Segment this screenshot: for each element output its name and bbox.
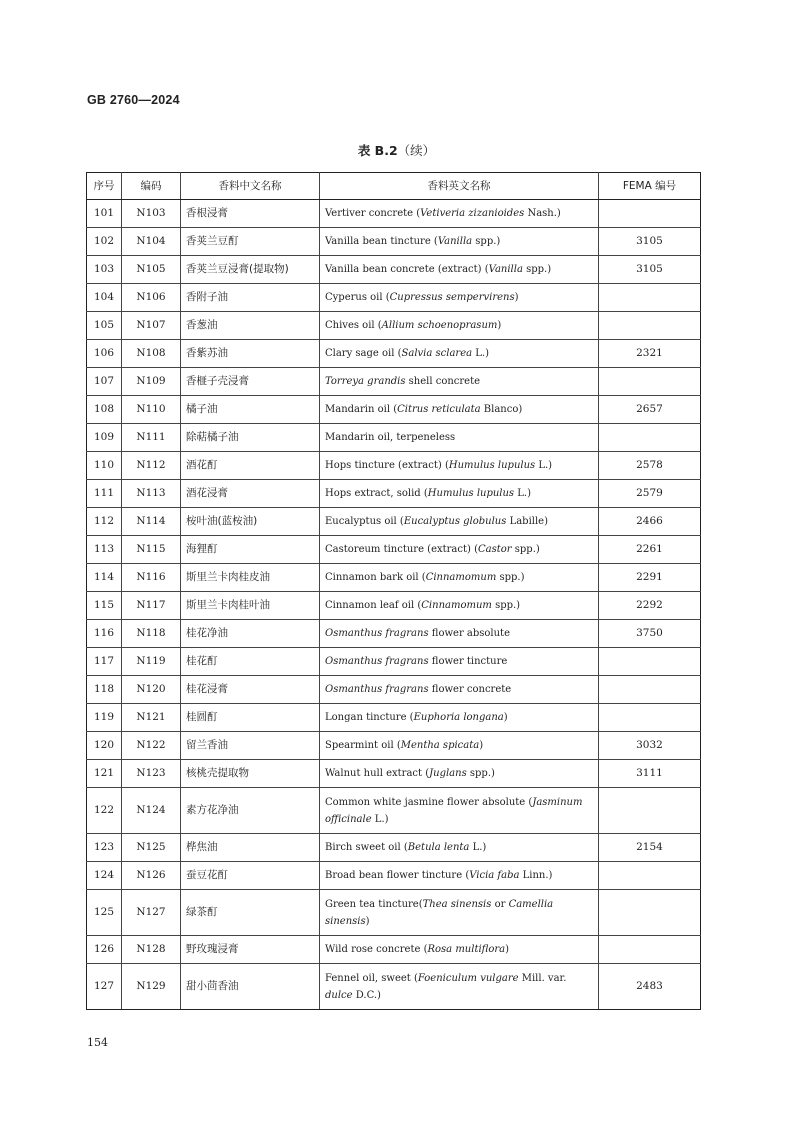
table-row — [87, 396, 701, 424]
cell-code: N115 — [122, 536, 181, 564]
flavoring-table — [86, 172, 701, 1010]
cell-english-name: Cinnamon bark oil (Cinnamomum spp.) — [320, 564, 599, 592]
cell-chinese-name: 酒花浸膏 — [181, 480, 320, 508]
cell-code: N107 — [122, 312, 181, 340]
cell-serial: 102 — [87, 228, 122, 256]
cell-serial: 127 — [87, 964, 122, 1010]
cell-code: N121 — [122, 704, 181, 732]
cell-code: N112 — [122, 452, 181, 480]
table-title-suffix: （续） — [397, 143, 436, 158]
cell-chinese-name: 香葱油 — [181, 312, 320, 340]
table-row — [87, 676, 701, 704]
cell-english-name: Hops extract, solid (Humulus lupulus L.) — [320, 480, 599, 508]
cell-code: N128 — [122, 936, 181, 964]
col-header-chinese-name: 香料中文名称 — [181, 173, 320, 200]
cell-chinese-name: 桉叶油(蓝桉油) — [181, 508, 320, 536]
cell-chinese-name: 香荚兰豆浸膏(提取物) — [181, 256, 320, 284]
cell-english-name: Vanilla bean tincture (Vanilla spp.) — [320, 228, 599, 256]
cell-chinese-name: 除萜橘子油 — [181, 424, 320, 452]
table-row — [87, 732, 701, 760]
table-row — [87, 424, 701, 452]
table-row — [87, 312, 701, 340]
col-header-code: 编码 — [122, 173, 181, 200]
table-row — [87, 284, 701, 312]
cell-serial: 111 — [87, 480, 122, 508]
cell-fema: 2483 — [599, 964, 701, 1010]
cell-english-name: Vanilla bean concrete (extract) (Vanilla spp.) — [320, 256, 599, 284]
cell-chinese-name: 蚕豆花酊 — [181, 862, 320, 890]
cell-serial: 114 — [87, 564, 122, 592]
table-row — [87, 340, 701, 368]
cell-code: N119 — [122, 648, 181, 676]
cell-chinese-name: 香附子油 — [181, 284, 320, 312]
cell-fema — [599, 676, 701, 704]
cell-fema: 2657 — [599, 396, 701, 424]
cell-chinese-name: 甜小茴香油 — [181, 964, 320, 1010]
cell-english-name: Osmanthus fragrans flower absolute — [320, 620, 599, 648]
table-row — [87, 452, 701, 480]
cell-english-name: Birch sweet oil (Betula lenta L.) — [320, 834, 599, 862]
cell-fema — [599, 312, 701, 340]
table-row — [87, 256, 701, 284]
cell-serial: 124 — [87, 862, 122, 890]
cell-code: N104 — [122, 228, 181, 256]
cell-code: N103 — [122, 200, 181, 228]
cell-code: N126 — [122, 862, 181, 890]
cell-chinese-name: 桂花浸膏 — [181, 676, 320, 704]
cell-chinese-name: 香榧子壳浸膏 — [181, 368, 320, 396]
cell-english-name: Hops tincture (extract) (Humulus lupulus L.) — [320, 452, 599, 480]
cell-code: N108 — [122, 340, 181, 368]
cell-english-name: Torreya grandis shell concrete — [320, 368, 599, 396]
cell-serial: 126 — [87, 936, 122, 964]
table-body — [87, 200, 701, 1010]
cell-serial: 107 — [87, 368, 122, 396]
cell-fema — [599, 648, 701, 676]
cell-english-name: Eucalyptus oil (Eucalyptus globulus Labille) — [320, 508, 599, 536]
cell-fema: 2578 — [599, 452, 701, 480]
cell-fema — [599, 200, 701, 228]
cell-serial: 120 — [87, 732, 122, 760]
cell-code: N123 — [122, 760, 181, 788]
cell-english-name: Osmanthus fragrans flower concrete — [320, 676, 599, 704]
cell-serial: 121 — [87, 760, 122, 788]
cell-serial: 103 — [87, 256, 122, 284]
cell-chinese-name: 桂花酊 — [181, 648, 320, 676]
table-row — [87, 592, 701, 620]
table-row — [87, 760, 701, 788]
table-row — [87, 508, 701, 536]
cell-english-name: Vertiver concrete (Vetiveria zizanioides Nash.) — [320, 200, 599, 228]
cell-fema — [599, 704, 701, 732]
cell-chinese-name: 核桃壳提取物 — [181, 760, 320, 788]
cell-chinese-name: 海狸酊 — [181, 536, 320, 564]
cell-fema: 2292 — [599, 592, 701, 620]
table-row — [87, 862, 701, 890]
cell-chinese-name: 香紫苏油 — [181, 340, 320, 368]
cell-fema: 2154 — [599, 834, 701, 862]
cell-code: N125 — [122, 834, 181, 862]
cell-english-name: Mandarin oil (Citrus reticulata Blanco) — [320, 396, 599, 424]
cell-code: N118 — [122, 620, 181, 648]
cell-code: N122 — [122, 732, 181, 760]
table-row — [87, 620, 701, 648]
table-row — [87, 890, 701, 936]
table-row — [87, 936, 701, 964]
cell-fema — [599, 284, 701, 312]
cell-serial: 106 — [87, 340, 122, 368]
cell-code: N114 — [122, 508, 181, 536]
table-row — [87, 228, 701, 256]
cell-chinese-name: 桦焦油 — [181, 834, 320, 862]
cell-english-name: Wild rose concrete (Rosa multiflora) — [320, 936, 599, 964]
cell-code: N129 — [122, 964, 181, 1010]
cell-fema: 2466 — [599, 508, 701, 536]
cell-english-name: Common white jasmine flower absolute (Jasminum officinale L.) — [320, 788, 599, 834]
cell-english-name: Green tea tincture(Thea sinensis or Camellia sinensis) — [320, 890, 599, 936]
table-row — [87, 834, 701, 862]
cell-code: N105 — [122, 256, 181, 284]
cell-chinese-name: 绿茶酊 — [181, 890, 320, 936]
cell-english-name: Cinnamon leaf oil (Cinnamomum spp.) — [320, 592, 599, 620]
cell-code: N113 — [122, 480, 181, 508]
cell-chinese-name: 橘子油 — [181, 396, 320, 424]
cell-serial: 125 — [87, 890, 122, 936]
cell-code: N120 — [122, 676, 181, 704]
cell-chinese-name: 桂圆酊 — [181, 704, 320, 732]
cell-fema: 2291 — [599, 564, 701, 592]
cell-serial: 123 — [87, 834, 122, 862]
cell-chinese-name: 留兰香油 — [181, 732, 320, 760]
cell-fema: 2261 — [599, 536, 701, 564]
cell-code: N127 — [122, 890, 181, 936]
cell-serial: 119 — [87, 704, 122, 732]
cell-serial: 101 — [87, 200, 122, 228]
cell-serial: 105 — [87, 312, 122, 340]
cell-english-name: Osmanthus fragrans flower tincture — [320, 648, 599, 676]
cell-fema — [599, 862, 701, 890]
cell-serial: 118 — [87, 676, 122, 704]
standard-code: GB 2760—2024 — [87, 93, 180, 107]
cell-english-name: Mandarin oil, terpeneless — [320, 424, 599, 452]
cell-english-name: Clary sage oil (Salvia sclarea L.) — [320, 340, 599, 368]
table-row — [87, 200, 701, 228]
table-row — [87, 648, 701, 676]
table-row — [87, 480, 701, 508]
col-header-fema: FEMA 编号 — [599, 173, 701, 200]
cell-chinese-name: 香荚兰豆酊 — [181, 228, 320, 256]
cell-chinese-name: 野玫瑰浸膏 — [181, 936, 320, 964]
cell-fema — [599, 936, 701, 964]
cell-chinese-name: 斯里兰卡肉桂皮油 — [181, 564, 320, 592]
cell-code: N116 — [122, 564, 181, 592]
cell-code: N124 — [122, 788, 181, 834]
cell-serial: 112 — [87, 508, 122, 536]
cell-fema: 2579 — [599, 480, 701, 508]
cell-english-name: Longan tincture (Euphoria longana) — [320, 704, 599, 732]
cell-english-name: Chives oil (Allium schoenoprasum) — [320, 312, 599, 340]
cell-fema: 3032 — [599, 732, 701, 760]
cell-chinese-name: 香根浸膏 — [181, 200, 320, 228]
cell-fema: 3105 — [599, 256, 701, 284]
table-header-row — [87, 173, 701, 200]
col-header-serial: 序号 — [87, 173, 122, 200]
cell-serial: 110 — [87, 452, 122, 480]
table-row — [87, 704, 701, 732]
table-title-label: 表 B.2 — [357, 143, 398, 158]
cell-code: N106 — [122, 284, 181, 312]
cell-code: N110 — [122, 396, 181, 424]
col-header-english-name: 香料英文名称 — [320, 173, 599, 200]
cell-serial: 104 — [87, 284, 122, 312]
cell-english-name: Broad bean flower tincture (Vicia faba Linn.) — [320, 862, 599, 890]
cell-code: N109 — [122, 368, 181, 396]
cell-fema: 3111 — [599, 760, 701, 788]
table-title — [0, 141, 793, 159]
cell-code: N117 — [122, 592, 181, 620]
cell-serial: 115 — [87, 592, 122, 620]
cell-english-name: Fennel oil, sweet (Foeniculum vulgare Mill. var. dulce D.C.) — [320, 964, 599, 1010]
cell-chinese-name: 素方花净油 — [181, 788, 320, 834]
cell-fema — [599, 368, 701, 396]
cell-fema: 3750 — [599, 620, 701, 648]
cell-serial: 116 — [87, 620, 122, 648]
cell-english-name: Walnut hull extract (Juglans spp.) — [320, 760, 599, 788]
cell-fema: 2321 — [599, 340, 701, 368]
cell-chinese-name: 桂花净油 — [181, 620, 320, 648]
table-row — [87, 788, 701, 834]
cell-fema — [599, 890, 701, 936]
cell-fema — [599, 424, 701, 452]
cell-serial: 108 — [87, 396, 122, 424]
cell-english-name: Castoreum tincture (extract) (Castor spp.) — [320, 536, 599, 564]
cell-serial: 117 — [87, 648, 122, 676]
table-row — [87, 964, 701, 1010]
cell-fema — [599, 788, 701, 834]
cell-english-name: Cyperus oil (Cupressus sempervirens) — [320, 284, 599, 312]
page-number: 154 — [87, 1036, 108, 1049]
table-row — [87, 564, 701, 592]
cell-code: N111 — [122, 424, 181, 452]
table-row — [87, 368, 701, 396]
cell-english-name: Spearmint oil (Mentha spicata) — [320, 732, 599, 760]
table-row — [87, 536, 701, 564]
cell-serial: 109 — [87, 424, 122, 452]
cell-chinese-name: 酒花酊 — [181, 452, 320, 480]
cell-serial: 113 — [87, 536, 122, 564]
cell-fema: 3105 — [599, 228, 701, 256]
cell-chinese-name: 斯里兰卡肉桂叶油 — [181, 592, 320, 620]
cell-serial: 122 — [87, 788, 122, 834]
